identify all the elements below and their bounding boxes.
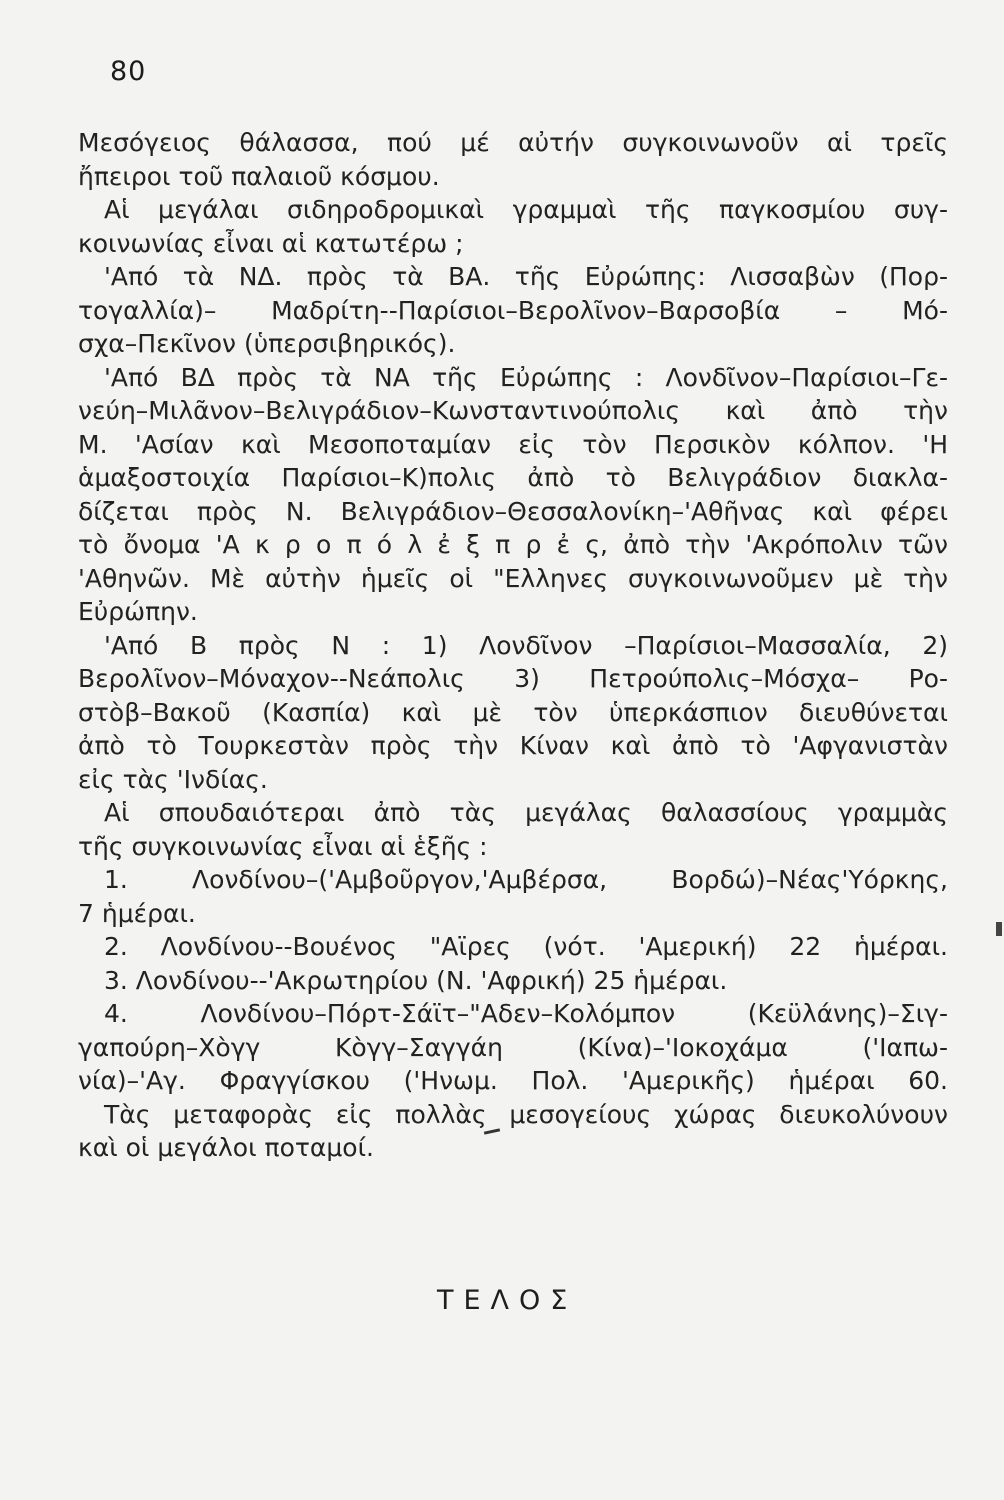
page-number: 80 — [110, 56, 147, 87]
text-line: δίζεται πρὸς Ν. Βελιγράδιον–Θεσσαλονίκη–'Αθῆνας καὶ φέρει — [78, 496, 948, 526]
text-line: τογαλλία)– Μαδρίτη--Παρίσιοι–Βερολῖνον–Βαρσοβία – Μό- — [78, 295, 948, 325]
text-line: γαπούρη–Χὸγγ Κὸγγ–Σαγγάη (Κίνα)–'Ιοκοχάμα ('Ιαπω- — [78, 1032, 948, 1062]
text-line: στὸβ–Βακοῦ (Κασπία) καὶ μὲ τὸν ὑπερκάσπιον διευθύνεται — [78, 697, 948, 727]
text-line: 7 ἡμέραι. — [78, 898, 196, 928]
text-line: νεύη–Μιλᾶνον–Βελιγράδιον–Κωνσταντινούπολις καὶ ἀπὸ τὴν — [78, 396, 948, 425]
text-line: 4. Λονδίνου–Πόρτ-Σάϊτ–"Αδεν–Κολόμπον (Κεϋλάνης)–Σιγ- — [104, 999, 948, 1028]
text-line: Τὰς μεταφορὰς εἰς πολλὰς μεσογείους χώρας διευκολύνουν — [104, 1099, 948, 1129]
text-line: 'Αθηνῶν. Μὲ αὐτὴν ἡμεῖς οἱ "Ελληνες συγκοινωνοῦμεν μὲ τὴν — [78, 563, 948, 593]
text-line: ἀπὸ τὸ Τουρκεστὰν πρὸς τὴν Κίναν καὶ ἀπὸ τὸ 'Αφγανιστὰν — [78, 731, 948, 760]
text-line: 1. Λονδίνου–('Αμβοῦργον,'Αμβέρσα, Βορδώ)–Νέας'Υόρκης, — [104, 865, 948, 894]
text-line: νία)–'Αγ. Φραγγίσκου ('Ηνωμ. Πολ. 'Αμερικῆς) ἡμέραι 60. — [78, 1066, 948, 1095]
ending-title: ΤΕΛΟΣ — [437, 1285, 578, 1316]
text-line: Αἱ σπουδαιότεραι ἀπὸ τὰς μεγάλας θαλασσίους γραμμὰς — [104, 798, 948, 827]
text-line: Βερολῖνον–Μόναχον--Νεάπολις 3) Πετρούπολις–Μόσχα– Ρο- — [78, 664, 948, 693]
text-line: ἤπειροι τοῦ παλαιοῦ κόσμου. — [78, 161, 440, 191]
text-line: 'Από ΒΔ πρὸς τὰ ΝΑ τῆς Εὐρώπης : Λονδῖνον–Παρίσιοι–Γε- — [104, 362, 948, 392]
text-line: τῆς συγκοινωνίας εἶναι αἱ ἑξῆς : — [78, 831, 488, 861]
text-line: Αἱ μεγάλαι σιδηροδρομικαὶ γραμμαὶ τῆς παγκοσμίου συγ- — [104, 195, 948, 224]
text-line: σχα–Πεκῖνον (ὑπερσιβηρικός). — [78, 329, 456, 358]
text-line: κοινωνίας εἶναι αἱ κατωτέρω ; — [78, 228, 464, 258]
text-line: 'Από Β πρὸς Ν : 1) Λονδῖνον –Παρίσιοι–Μασσαλία, 2) — [104, 630, 948, 660]
edge-mark — [996, 922, 1002, 936]
text-line: εἰς τὰς 'Ινδίας. — [78, 764, 268, 794]
text-line: ἁμαξοστοιχία Παρίσιοι–Κ)πολις ἀπὸ τὸ Βελιγράδιον διακλα- — [78, 463, 948, 492]
text-line: καὶ οἱ μεγάλοι ποταμοί. — [78, 1133, 374, 1162]
text-line: τὸ ὄνομα 'Α κ ρ ο π ό λ ἐ ξ π ρ ἐ ς, ἀπὸ τὴν 'Ακρόπολιν τῶν — [78, 530, 948, 559]
text-line: Μεσόγειος θάλασσα, πού μέ αὐτήν συγκοινωνοῦν αἱ τρεῖς — [78, 128, 948, 157]
text-line: 'Από τὰ ΝΔ. πρὸς τὰ ΒΑ. τῆς Εὐρώπης: Λισσαβὼν (Πορ- — [104, 262, 948, 291]
body-text — [78, 126, 948, 1165]
text-line: 3. Λονδίνου--'Ακρωτηρίου (Ν. 'Αφρική) 25 ἡμέραι. — [104, 965, 728, 995]
text-line: Μ. 'Ασίαν καὶ Μεσοποταμίαν εἰς τὸν Περσικὸν κόλπον. 'Η — [78, 429, 948, 459]
text-line: Εὐρώπην. — [78, 597, 198, 626]
text-line: 2. Λονδίνου--Βουένος "Αϊρες (νότ. 'Αμερική) 22 ἡμέραι. — [104, 932, 948, 961]
